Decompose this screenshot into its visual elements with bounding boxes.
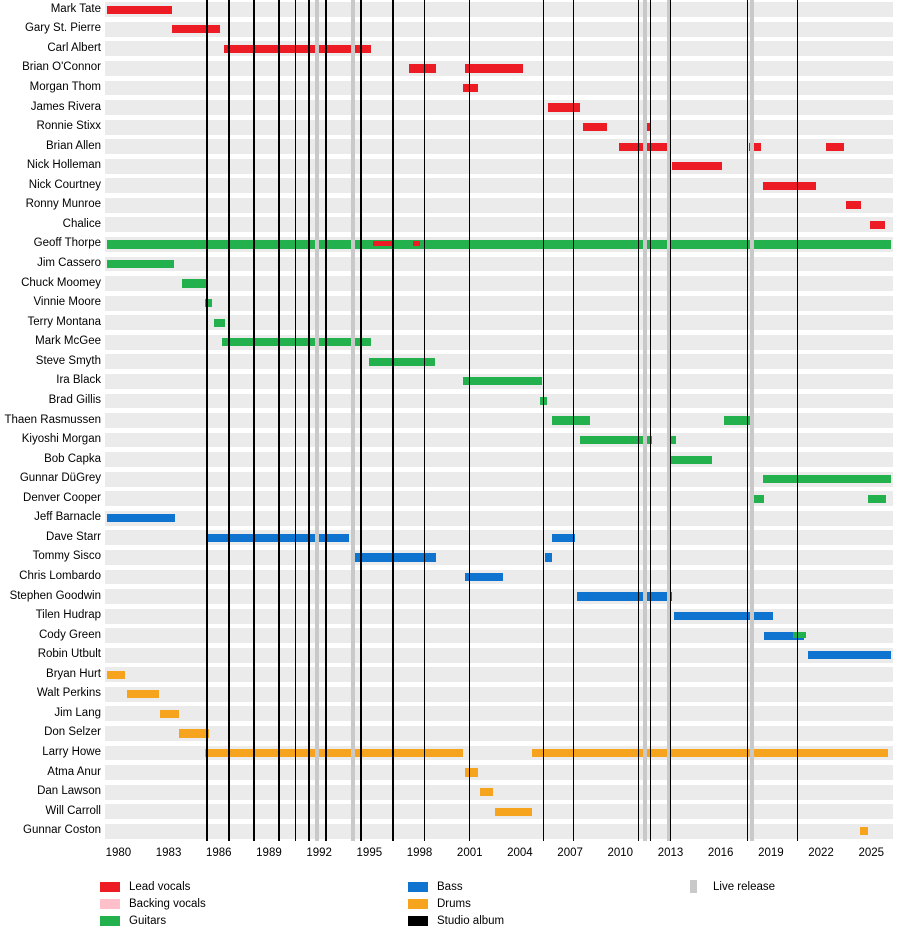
row-band: [105, 276, 893, 291]
legend-swatch: [100, 916, 120, 926]
legend-label: Lead vocals: [129, 880, 191, 893]
legend-column-3: [684, 878, 775, 895]
member-label: Stephen Goodwin: [9, 589, 101, 602]
member-label: Geoff Thorpe: [33, 237, 101, 250]
member-label: Carl Albert: [47, 41, 101, 54]
row-band: [105, 491, 893, 506]
legend-swatch: [408, 899, 428, 909]
timeline-bar-guitars: [724, 416, 752, 424]
row-band: [105, 433, 893, 448]
row-band: [105, 765, 893, 780]
timeline-bar-lead-vocals: [870, 221, 885, 229]
timeline-bar-lead-vocals: [548, 103, 580, 111]
member-label: Brian Allen: [46, 139, 101, 152]
timeline-bar-drums: [532, 749, 888, 757]
x-tick-label: 1992: [306, 847, 332, 859]
x-tick-label: 2019: [758, 847, 784, 859]
timeline-bar-guitars: [222, 338, 371, 346]
member-label: Larry Howe: [42, 745, 101, 758]
timeline-bar-drums: [480, 788, 493, 796]
row-band: [105, 120, 893, 135]
studio-album-marker: [325, 0, 327, 841]
timeline-bar-lead-vocals: [224, 45, 371, 53]
legend-label: Live release: [713, 880, 776, 893]
member-label: Tommy Sisco: [32, 550, 101, 563]
x-tick-label: 1995: [356, 847, 383, 859]
row-band: [105, 785, 893, 800]
timeline-bar-guitars: [670, 436, 675, 444]
x-tick-label: 2010: [607, 847, 634, 859]
row-band: [105, 609, 893, 624]
timeline-bar-bass: [552, 534, 575, 542]
member-label: Robin Utbult: [37, 648, 101, 661]
legend-swatch: [100, 882, 120, 892]
row-band: [105, 413, 893, 428]
member-label: Will Carroll: [45, 804, 101, 817]
timeline-bar-bass: [674, 612, 773, 620]
member-label: Nick Holleman: [26, 159, 101, 172]
studio-album-marker: [670, 0, 672, 841]
timeline-bar-guitars: [793, 632, 806, 638]
timeline-bar-bass: [107, 514, 176, 522]
member-label: Walt Perkins: [36, 687, 101, 700]
x-tick-label: 2013: [657, 847, 684, 859]
timeline-bar-drums: [465, 768, 478, 776]
timeline-bar-lead-vocals: [463, 84, 478, 92]
timeline-bar-lead-vocals: [172, 25, 221, 33]
legend-label: Studio album: [437, 914, 505, 927]
legend-item: [408, 912, 504, 929]
member-label: Dave Starr: [46, 530, 101, 543]
legend-label: Drums: [437, 897, 471, 910]
member-label: Chalice: [62, 217, 101, 230]
legend-column-1: [100, 878, 206, 929]
legend-item: [100, 912, 206, 929]
legend-label: Guitars: [129, 914, 167, 927]
timeline-bar-guitars: [669, 456, 712, 464]
row-band: [105, 139, 893, 154]
timeline-bar-drums: [495, 808, 532, 816]
studio-album-marker: [797, 0, 799, 841]
row-band: [105, 726, 893, 741]
studio-album-marker: [295, 0, 297, 841]
member-label: Don Selzer: [44, 726, 101, 739]
live-release-marker: [643, 0, 647, 841]
studio-album-marker: [543, 0, 545, 841]
legend-item: [408, 878, 504, 895]
member-label: Dan Lawson: [37, 785, 101, 798]
row-band: [105, 550, 893, 565]
timeline-bar-lead-vocals: [107, 6, 172, 14]
row-band: [105, 2, 893, 17]
member-label: Tilen Hudrap: [35, 609, 101, 622]
x-tick-label: 2007: [557, 847, 583, 859]
x-tick-label: 2001: [456, 847, 483, 859]
timeline-bar-lead-vocals: [672, 162, 722, 170]
studio-album-marker: [278, 0, 280, 841]
studio-album-marker: [392, 0, 394, 841]
x-tick-label: 2004: [507, 847, 533, 859]
row-band: [105, 354, 893, 369]
row-band: [105, 394, 893, 409]
legend-label: Backing vocals: [129, 897, 206, 910]
x-tick-label: 2025: [858, 847, 885, 859]
x-tick-label: 1986: [205, 847, 232, 859]
x-tick-label: 2022: [808, 847, 834, 859]
timeline-bar-bass: [577, 592, 672, 600]
member-label: Gunnar Coston: [23, 824, 101, 837]
member-label: Terry Montana: [27, 315, 101, 328]
member-label: Chris Lombardo: [19, 569, 101, 582]
row-band: [105, 687, 893, 702]
member-label: Denver Cooper: [23, 491, 101, 504]
timeline-bar-guitars: [552, 416, 590, 424]
member-label: Bob Capka: [44, 452, 101, 465]
row-band: [105, 257, 893, 272]
row-band: [105, 648, 893, 663]
studio-album-marker: [253, 0, 255, 841]
legend-item: [100, 878, 206, 895]
timeline-bar-lead-vocals: [413, 241, 420, 247]
x-tick-label: 2016: [707, 847, 734, 859]
x-tick-label: 1983: [155, 847, 182, 859]
x-tick-label: 1989: [256, 847, 282, 859]
timeline-bar-bass: [808, 651, 892, 659]
timeline-bar-guitars: [107, 260, 174, 268]
live-release-marker: [315, 0, 319, 841]
timeline-bar-guitars: [763, 475, 892, 483]
timeline-bar-guitars: [580, 436, 652, 444]
legend-swatch: [100, 899, 120, 909]
member-label: Chuck Moomey: [21, 276, 101, 289]
timeline-bar-drums: [860, 827, 868, 835]
row-band: [105, 198, 893, 213]
timeline-bar-lead-vocals: [846, 201, 861, 209]
x-tick-label: 1980: [105, 847, 132, 859]
member-label: Cody Green: [38, 628, 101, 641]
timeline-bar-drums: [179, 729, 209, 737]
plot-area: [105, 0, 893, 841]
studio-album-marker: [360, 0, 362, 841]
member-labels: [0, 0, 105, 841]
row-band: [105, 706, 893, 721]
legend-swatch: [690, 880, 697, 893]
row-band: [105, 667, 893, 682]
timeline-bar-guitars: [182, 279, 207, 287]
studio-album-marker: [206, 0, 208, 841]
timeline-bar-lead-vocals: [763, 182, 817, 190]
row-band: [105, 217, 893, 232]
member-label: Brad Gillis: [48, 393, 101, 406]
member-label: Ronny Munroe: [25, 198, 101, 211]
timeline-bar-drums: [107, 671, 125, 679]
legend-label: Bass: [437, 880, 463, 893]
timeline-bar-drums: [160, 710, 178, 718]
member-label: Steve Smyth: [35, 354, 101, 367]
row-band: [105, 589, 893, 604]
row-band: [105, 159, 893, 174]
legend-swatch: [408, 916, 428, 926]
timeline-bar-lead-vocals: [373, 241, 393, 247]
member-label: Atma Anur: [47, 765, 101, 778]
timeline-bar-drums: [127, 690, 159, 698]
row-band: [105, 824, 893, 839]
studio-album-marker: [747, 0, 749, 841]
studio-album-marker: [650, 0, 652, 841]
studio-album-marker: [424, 0, 426, 841]
timeline-bar-guitars: [463, 377, 542, 385]
chart-legend: [0, 878, 900, 938]
member-label: Bryan Hurt: [46, 667, 101, 680]
member-label: Brian O'Connor: [22, 61, 101, 74]
member-label: Kiyoshi Morgan: [21, 433, 101, 446]
member-label: Ronnie Stixx: [36, 120, 101, 133]
row-band: [105, 296, 893, 311]
member-label: Gunnar DüGrey: [19, 472, 101, 485]
member-label: James Rivera: [30, 100, 101, 113]
legend-item: [100, 895, 206, 912]
legend-item: [684, 878, 775, 895]
legend-column-2: [408, 878, 504, 929]
timeline-bar-lead-vocals: [826, 143, 844, 151]
live-release-marker: [351, 0, 355, 841]
legend-item: [408, 895, 504, 912]
member-label: Vinnie Moore: [33, 296, 101, 309]
legend-swatch: [408, 882, 428, 892]
timeline-bar-guitars: [214, 319, 226, 327]
x-tick-label: 1998: [406, 847, 433, 859]
member-label: Jim Cassero: [37, 257, 101, 270]
studio-album-marker: [573, 0, 575, 841]
member-label: Jeff Barnacle: [34, 511, 101, 524]
member-label: Morgan Thom: [29, 81, 101, 93]
studio-album-marker: [469, 0, 471, 841]
timeline-bar-lead-vocals: [583, 123, 606, 131]
row-band: [105, 511, 893, 526]
member-label: Nick Courtney: [28, 178, 101, 191]
live-release-marker: [750, 0, 754, 841]
member-label: Thaen Rasmussen: [4, 413, 101, 426]
studio-album-marker: [308, 0, 310, 841]
x-axis: [105, 841, 893, 867]
timeline-bar-guitars: [868, 495, 886, 503]
timeline-bar-lead-vocals: [465, 64, 524, 72]
row-band: [105, 452, 893, 467]
member-label: Mark Tate: [50, 2, 101, 15]
row-band: [105, 22, 893, 37]
member-label: Mark McGee: [35, 335, 101, 348]
studio-album-marker: [228, 0, 230, 841]
member-label: Ira Black: [56, 374, 101, 387]
studio-album-marker: [638, 0, 640, 841]
member-label: Gary St. Pierre: [24, 22, 101, 35]
member-label: Jim Lang: [54, 706, 101, 719]
timeline-bar-bass: [545, 553, 552, 561]
timeline-bar-guitars: [107, 240, 892, 248]
row-band: [105, 100, 893, 115]
row-band: [105, 81, 893, 96]
